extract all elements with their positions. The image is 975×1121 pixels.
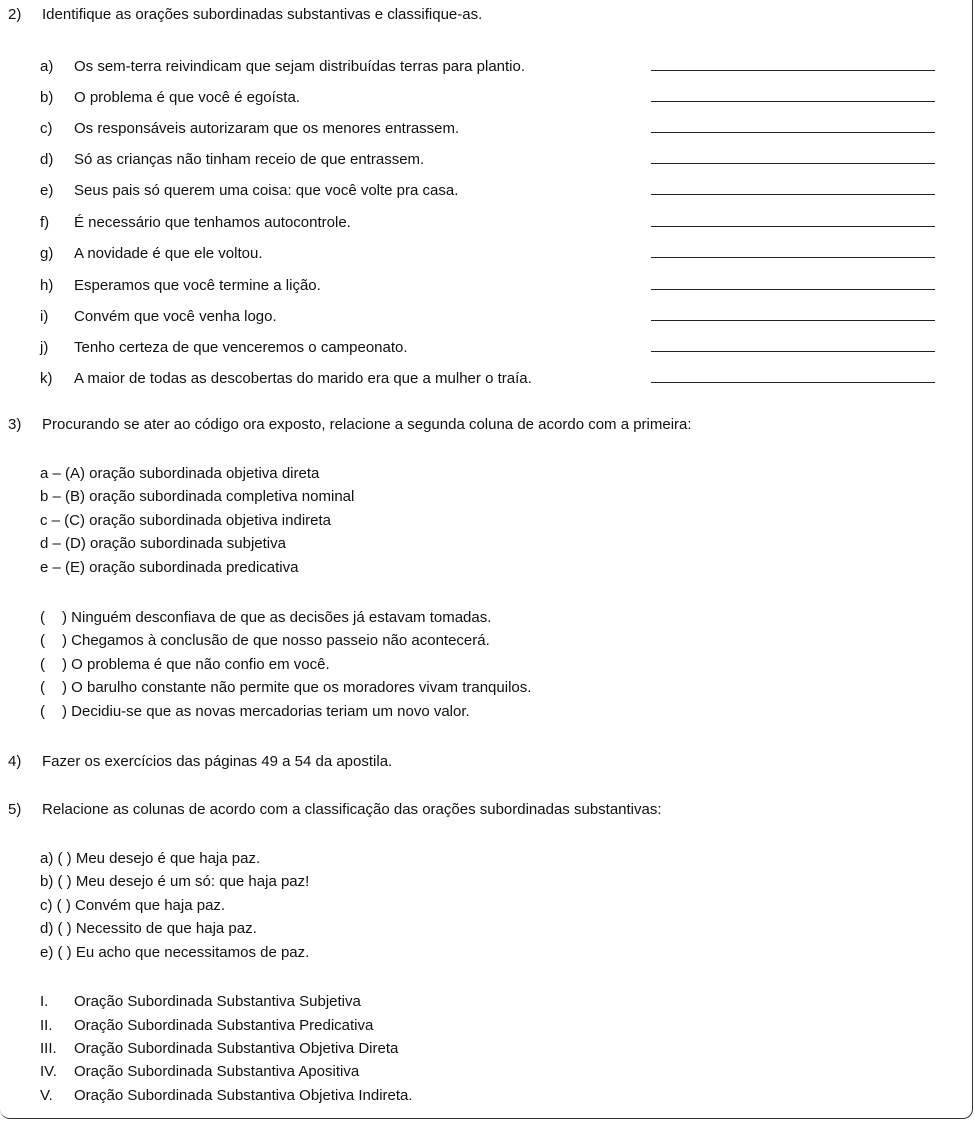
q5-option bbox=[40, 1087, 413, 1104]
q2-number: 2) bbox=[8, 6, 22, 23]
answer-paren[interactable]: ( bbox=[40, 632, 45, 649]
answer-blank[interactable] bbox=[651, 101, 935, 102]
answer-blank[interactable] bbox=[651, 257, 935, 258]
q2-item-text: A novidade é que ele voltou. bbox=[74, 245, 263, 262]
q2-item bbox=[40, 308, 277, 325]
q2-prompt: Identifique as orações subordinadas substantivas e classifique-as. bbox=[42, 6, 483, 23]
q5-option bbox=[40, 1040, 398, 1057]
answer-paren[interactable]: ( bbox=[40, 703, 45, 720]
q5-heading bbox=[8, 801, 662, 818]
q5-option-roman: V. bbox=[40, 1087, 53, 1104]
q2-item-text: Os sem-terra reivindicam que sejam distribuídas terras para plantio. bbox=[74, 58, 526, 75]
q5-item: d) ( ) Necessito de que haja paz. bbox=[40, 920, 257, 937]
q3-code-line: d – (D) oração subordinada subjetiva bbox=[40, 535, 286, 552]
answer-blank[interactable] bbox=[651, 289, 935, 290]
q5-option-roman: II. bbox=[40, 1017, 53, 1034]
q2-item-letter: a) bbox=[40, 58, 54, 75]
q4-number: 4) bbox=[8, 753, 22, 770]
q2-item-text: Os responsáveis autorizaram que os menores entrassem. bbox=[74, 120, 460, 137]
answer-blank[interactable] bbox=[651, 351, 935, 352]
q2-item bbox=[40, 214, 351, 231]
q5-option-text: Oração Subordinada Substantiva Apositiva bbox=[74, 1063, 360, 1080]
q3-sentence bbox=[40, 703, 470, 720]
q5-option-text: Oração Subordinada Substantiva Objetiva Direta bbox=[74, 1040, 399, 1057]
answer-blank[interactable] bbox=[651, 320, 935, 321]
q5-option-text: Oração Subordinada Substantiva Objetiva Indireta. bbox=[74, 1087, 413, 1104]
answer-blank[interactable] bbox=[651, 194, 935, 195]
q3-sentence bbox=[40, 679, 531, 696]
answer-blank[interactable] bbox=[651, 382, 935, 383]
q3-sentence-text: ) Decidiu-se que as novas mercadorias teriam um novo valor. bbox=[62, 703, 470, 720]
q5-option-roman: III. bbox=[40, 1040, 57, 1057]
q5-option bbox=[40, 1063, 359, 1080]
q3-sentence bbox=[40, 609, 491, 626]
q5-item: c) ( ) Convém que haja paz. bbox=[40, 897, 226, 914]
q2-item-text: Seus pais só querem uma coisa: que você volte pra casa. bbox=[74, 182, 459, 199]
q5-item: e) ( ) Eu acho que necessitamos de paz. bbox=[40, 944, 310, 961]
answer-paren[interactable]: ( bbox=[40, 656, 45, 673]
q2-item bbox=[40, 151, 424, 168]
answer-paren[interactable]: ( bbox=[40, 609, 45, 626]
q2-item-letter: h) bbox=[40, 277, 54, 294]
q2-item-letter: g) bbox=[40, 245, 54, 262]
q2-item-letter: k) bbox=[40, 370, 53, 387]
q2-item-text: Tenho certeza de que venceremos o campeonato. bbox=[74, 339, 408, 356]
q2-item bbox=[40, 89, 300, 106]
q3-prompt: Procurando se ater ao código ora exposto, relacione a segunda coluna de acordo com a primeira: bbox=[42, 416, 692, 433]
q3-number: 3) bbox=[8, 416, 22, 433]
q2-item-letter: b) bbox=[40, 89, 54, 106]
q5-option-text: Oração Subordinada Substantiva Subjetiva bbox=[74, 993, 361, 1010]
q3-code-line: b – (B) oração subordinada completiva nominal bbox=[40, 488, 355, 505]
q2-item bbox=[40, 58, 525, 75]
q2-item-letter: c) bbox=[40, 120, 53, 137]
q2-item bbox=[40, 339, 408, 356]
answer-paren[interactable]: ( bbox=[40, 679, 45, 696]
q2-item-letter: f) bbox=[40, 214, 50, 231]
answer-blank[interactable] bbox=[651, 163, 935, 164]
q3-sentence bbox=[40, 656, 330, 673]
q2-item-letter: d) bbox=[40, 151, 54, 168]
q3-sentence-text: ) O barulho constante não permite que os moradores vivam tranquilos. bbox=[62, 679, 532, 696]
q3-heading bbox=[8, 416, 692, 433]
answer-blank[interactable] bbox=[651, 70, 935, 71]
q2-item-letter: i) bbox=[40, 308, 49, 325]
answer-blank[interactable] bbox=[651, 226, 935, 227]
q3-code-line: e – (E) oração subordinada predicativa bbox=[40, 559, 299, 576]
q4-heading bbox=[8, 753, 392, 770]
q3-code-line: a – (A) oração subordinada objetiva direta bbox=[40, 465, 320, 482]
q3-code-line: c – (C) oração subordinada objetiva indireta bbox=[40, 512, 331, 529]
q3-sentence-text: ) Ninguém desconfiava de que as decisões já estavam tomadas. bbox=[62, 609, 492, 626]
q2-item-text: A maior de todas as descobertas do marido era que a mulher o traía. bbox=[74, 370, 532, 387]
q4-prompt: Fazer os exercícios das páginas 49 a 54 da apostila. bbox=[42, 753, 393, 770]
q2-item bbox=[40, 370, 532, 387]
q2-item-letter: e) bbox=[40, 182, 54, 199]
q5-item: a) ( ) Meu desejo é que haja paz. bbox=[40, 850, 261, 867]
answer-blank[interactable] bbox=[651, 132, 935, 133]
q5-option-text: Oração Subordinada Substantiva Predicativa bbox=[74, 1017, 374, 1034]
q2-item-text: É necessário que tenhamos autocontrole. bbox=[74, 214, 351, 231]
q2-item bbox=[40, 277, 321, 294]
q5-option-roman: I. bbox=[40, 993, 49, 1010]
q2-item bbox=[40, 182, 458, 199]
q3-sentence-text: ) O problema é que não confio em você. bbox=[62, 656, 330, 673]
q5-item: b) ( ) Meu desejo é um só: que haja paz! bbox=[40, 873, 310, 890]
q2-item-text: Esperamos que você termine a lição. bbox=[74, 277, 321, 294]
q5-prompt: Relacione as colunas de acordo com a classificação das orações subordinadas substantivas: bbox=[42, 801, 662, 818]
q3-sentence-text: ) Chegamos à conclusão de que nosso passeio não acontecerá. bbox=[62, 632, 490, 649]
q2-item-text: Só as crianças não tinham receio de que entrassem. bbox=[74, 151, 425, 168]
q5-option bbox=[40, 1017, 373, 1034]
q5-option bbox=[40, 993, 361, 1010]
q2-heading bbox=[8, 6, 482, 23]
q2-item-text: O problema é que você é egoísta. bbox=[74, 89, 300, 106]
q5-option-roman: IV. bbox=[40, 1063, 57, 1080]
q2-item bbox=[40, 120, 459, 137]
q2-item bbox=[40, 245, 262, 262]
q2-item-text: Convém que você venha logo. bbox=[74, 308, 277, 325]
q5-number: 5) bbox=[8, 801, 22, 818]
q2-item-letter: j) bbox=[40, 339, 49, 356]
q3-sentence bbox=[40, 632, 490, 649]
